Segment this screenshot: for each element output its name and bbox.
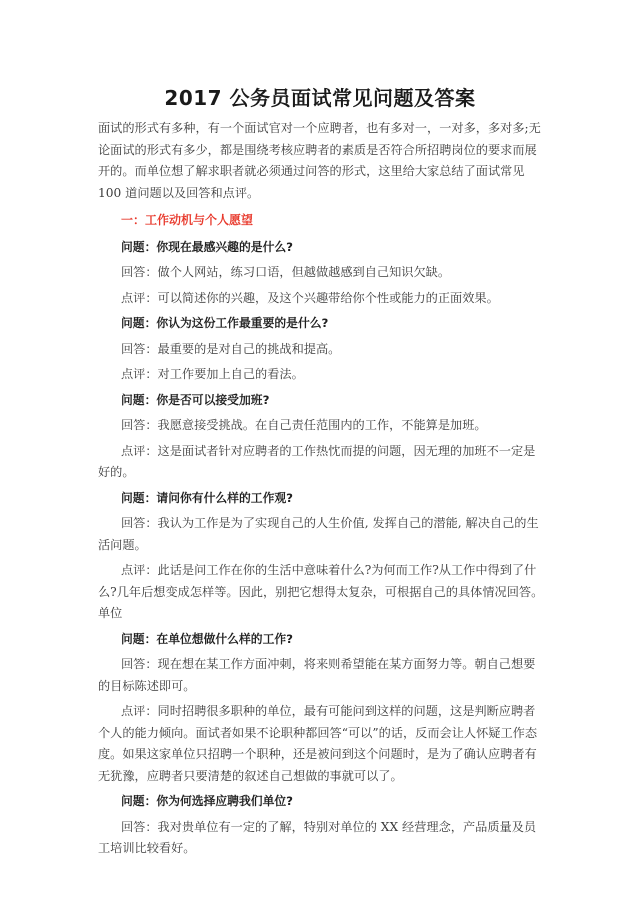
question-2: 问题：你认为这份工作最重要的是什么?: [121, 316, 329, 330]
section-heading: 一：工作动机与个人愿望: [121, 213, 254, 227]
comment-4: 点评：此话是问工作在你的生活中意味着什么?为何而工作?从工作中得到了什么?几年后想变成怎样等。因此，别把它想得太复杂，可根据自己的具体情况回答。单位: [98, 563, 544, 620]
question-5: 问题：在单位想做什么样的工作?: [121, 631, 294, 646]
answer-6: 回答：我对贵单位有一定的了解，特别对单位的 XX 经营理念，产品质量及员工培训比较看好。: [98, 819, 537, 855]
document-body: [98, 118, 546, 864]
comment-1: 点评：可以简述你的兴趣，及这个兴趣带给你个性或能力的正面效果。: [121, 290, 499, 305]
page-title: 2017 公务员面试常见问题及答案: [164, 86, 476, 110]
question-6: 问题：你为何选择应聘我们单位?: [121, 794, 294, 808]
answer-1: 回答：做个人网站，练习口语，但越做越感到自己知识欠缺。: [121, 265, 451, 279]
question-3: 问题：你是否可以接受加班?: [121, 392, 270, 407]
answer-3: 回答：我愿意接受挑战。在自己责任范围内的工作，不能算是加班。: [121, 418, 487, 432]
question-4: 问题：请问你有什么样的工作观?: [121, 490, 294, 505]
comment-3: 点评：这是面试者针对应聘者的工作热忱而提的问题，因无理的加班不一定是好的。: [98, 443, 536, 479]
comment-2: 点评：对工作要加上自己的看法。: [121, 367, 304, 381]
question-1: 问题：你现在最感兴趣的是什么?: [121, 239, 294, 254]
answer-4: 回答：我认为工作是为了实现自己的人生价值, 发挥自己的潜能, 解决自己的生活问题。: [98, 516, 539, 552]
intro-paragraph: 面试的形式有多种，有一个面试官对一个应聘者，也有多对一，一对多，多对多;无论面试的形式有多少，都是围绕考核应聘者的素质是否符合所招聘岗位的要求而展开的。而单位想了解求职者就必须通过问答的形式，这里给大家总结了面试常见 100 道问题以及回答和点评。: [98, 121, 541, 200]
comment-5: 点评：同时招聘很多职种的单位，最有可能问到这样的问题，这是判断应聘者个人的能力倾向。面试者如果不论职种都回答“可以”的话，反而会让人怀疑工作态度。如果这家单位只招聘一个职种，还是被问到这个问题时，是为了确认应聘者有无犹豫，应聘者只要清楚的叙述自己想做的事就可以了。: [98, 704, 538, 783]
answer-2: 回答：最重要的是对自己的挑战和提高。: [121, 341, 341, 356]
answer-5: 回答：现在想在某工作方面冲刺，将来则希望能在某方面努力等。朝自己想要的目标陈述即可。: [98, 657, 536, 693]
